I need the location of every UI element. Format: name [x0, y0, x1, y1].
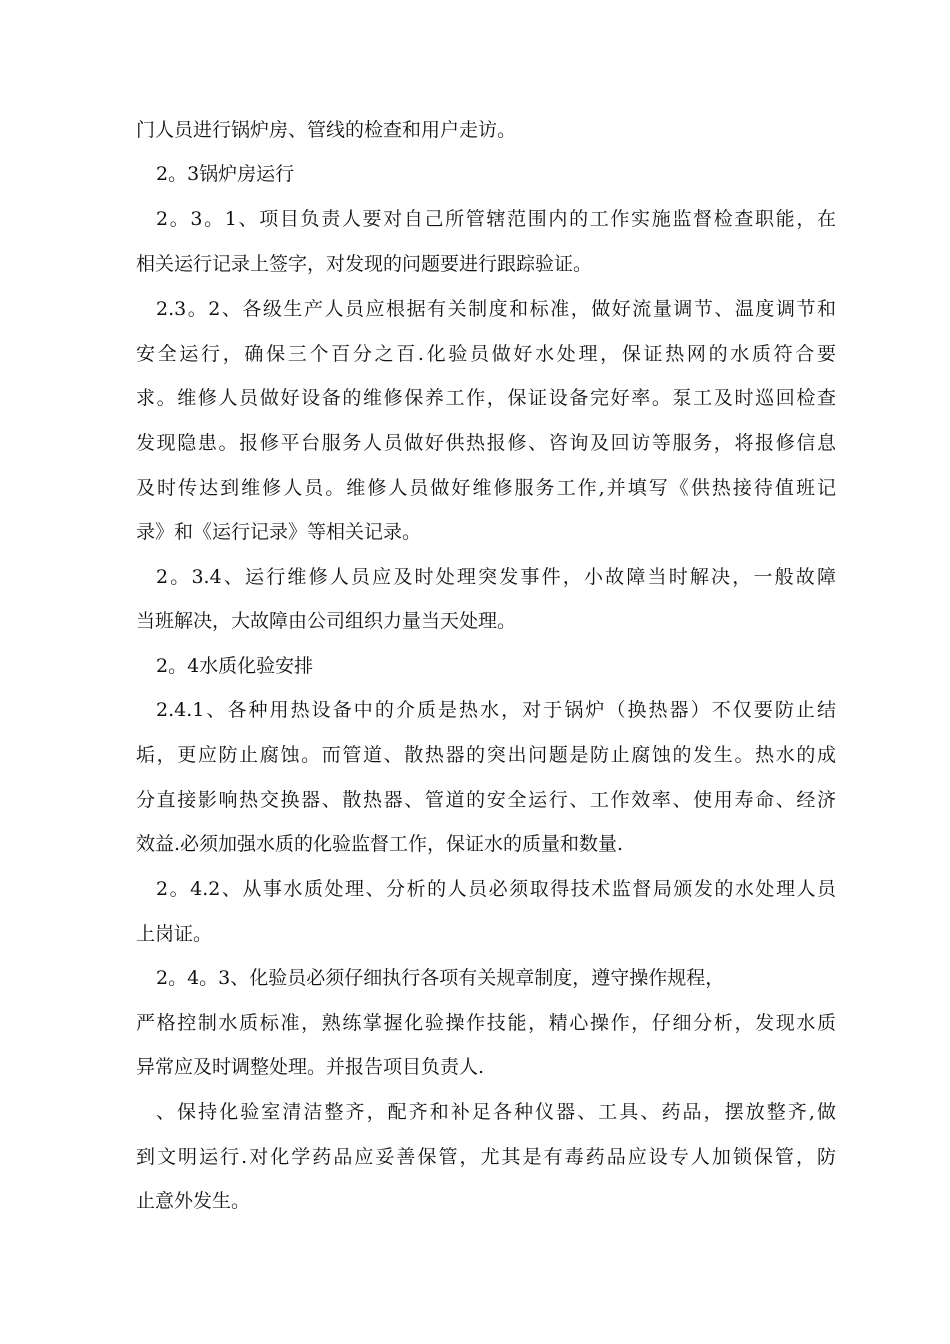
text-line: 2.3。2、各级生产人员应根据有关制度和标准，做好流量调节、温度调节和	[156, 298, 836, 320]
text-line: 、保持化验室清洁整齐，配齐和补足各种仪器、工具、药品，摆放整齐,做	[156, 1101, 836, 1123]
text-line: 门人员进行锅炉房、管线的检查和用户走访。	[136, 119, 517, 141]
text-line: 及时传达到维修人员。维修人员做好维修服务工作,并填写《供热接待值班记	[136, 477, 836, 499]
text-line: 发现隐患。报修平台服务人员做好供热报修、咨询及回访等服务，将报修信息	[136, 432, 836, 454]
text-line: 效益.必须加强水质的化验监督工作，保证水的质量和数量.	[136, 833, 624, 855]
text-line: 当班解决，大故障由公司组织力量当天处理。	[136, 610, 517, 632]
text-line: 到文明运行.对化学药品应妥善保管，尤其是有毒药品应设专人加锁保管，防	[136, 1146, 836, 1168]
text-line: 安全运行，确保三个百分之百.化验员做好水处理，保证热网的水质符合要	[136, 343, 836, 365]
text-line: 2。3.4、运行维修人员应及时处理突发事件，小故障当时解决，一般故障	[156, 566, 836, 588]
section-heading: 2。4水质化验安排	[156, 655, 314, 677]
text-line: 录》和《运行记录》等相关记录。	[136, 521, 422, 543]
text-line: 2。4。3、化验员必须仔细执行各项有关规章制度，遵守操作规程，	[156, 967, 725, 989]
section-heading: 2。3锅炉房运行	[156, 163, 295, 185]
text-line: 上岗证。	[136, 923, 213, 945]
text-line: 2.4.1、各种用热设备中的介质是热水，对于锅炉（换热器）不仅要防止结	[156, 699, 836, 721]
text-line: 2。3。1、项目负责人要对自己所管辖范围内的工作实施监督检查职能，在	[156, 208, 836, 230]
text-line: 相关运行记录上签字，对发现的问题要进行跟踪验证。	[136, 253, 593, 275]
text-line: 严格控制水质标准，熟练掌握化验操作技能，精心操作，仔细分析，发现水质	[136, 1012, 836, 1034]
text-line: 垢，更应防止腐蚀。而管道、散热器的突出问题是防止腐蚀的发生。热水的成	[136, 744, 836, 766]
text-line: 异常应及时调整处理。并报告项目负责人.	[136, 1056, 485, 1078]
text-line: 止意外发生。	[136, 1190, 251, 1212]
text-line: 分直接影响热交换器、散热器、管道的安全运行、工作效率、使用寿命、经济	[136, 789, 836, 811]
text-line: 求。维修人员做好设备的维修保养工作，保证设备完好率。泵工及时巡回检查	[136, 387, 836, 409]
text-line: 2。4.2、从事水质处理、分析的人员必须取得技术监督局颁发的水处理人员	[156, 878, 836, 900]
